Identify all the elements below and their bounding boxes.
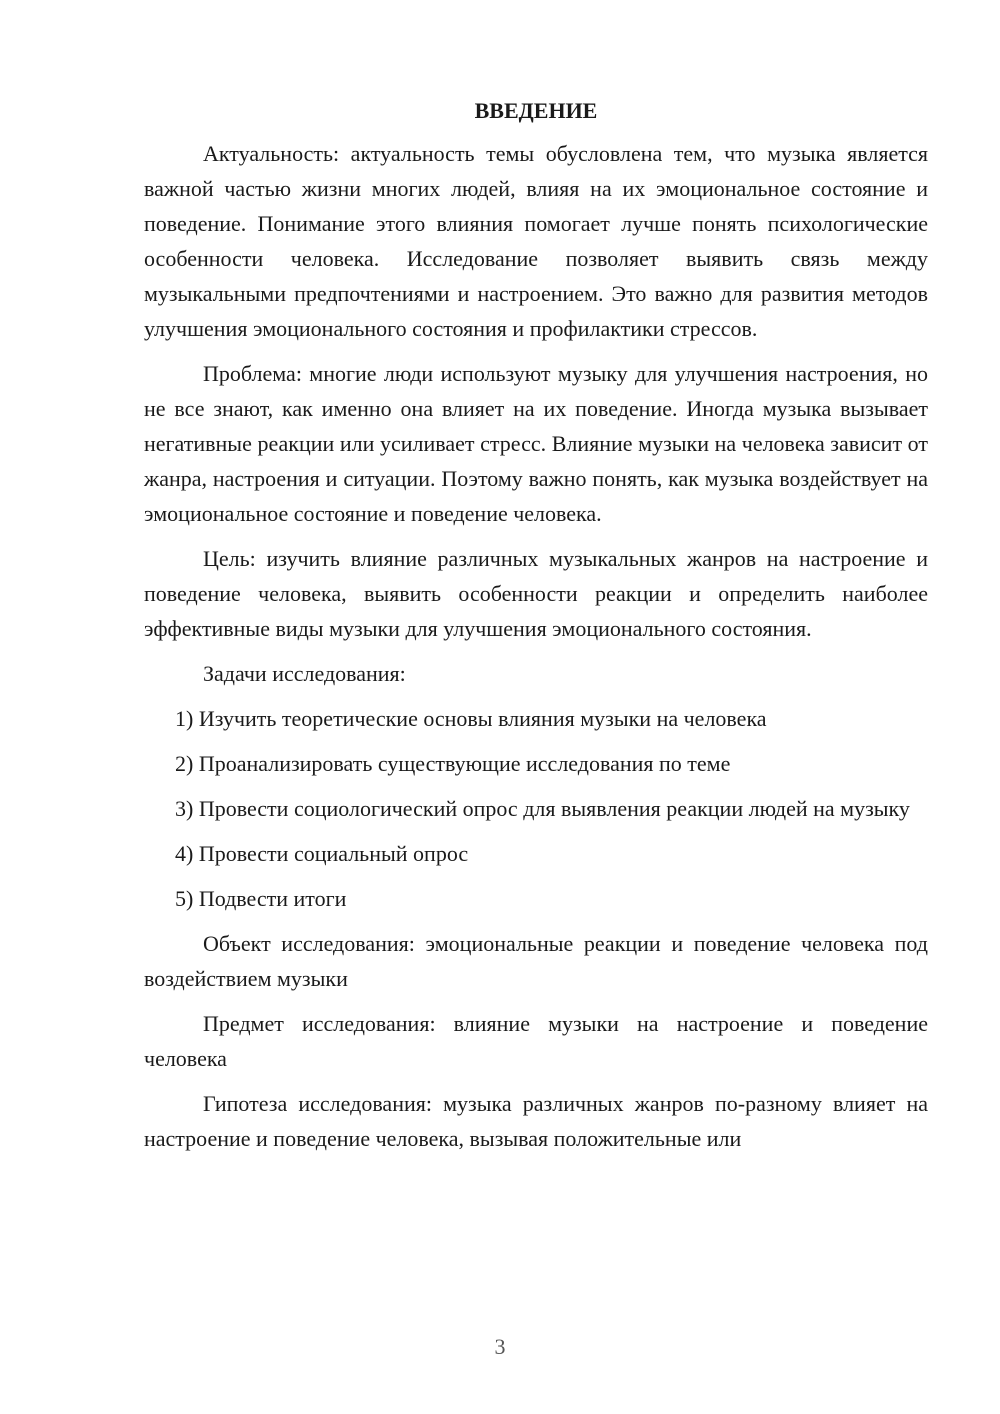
document-page [144,96,928,1166]
task-item-3: 3) Провести социологический опрос для выявления реакции людей на музыку [175,796,910,821]
goal-paragraph: Цель: изучить влияние различных музыкальных жанров на настроение и поведение человека, выявить особенности реакции и определить наиболее эффективные виды музыки для улучшения эмоционального состояния. [144,546,928,641]
subject-paragraph: Предмет исследования: влияние музыки на настроение и поведение человека [144,1011,928,1071]
task-item-4: 4) Провести социальный опрос [175,841,469,866]
page-title: ВВЕДЕНИЕ [474,98,598,123]
task-item-5: 5) Подвести итоги [175,886,347,911]
relevance-paragraph: Актуальность: актуальность темы обусловлена тем, что музыка является важной частью жизни многих людей, влияя на их эмоциональное состояние и поведение. Понимание этого влияния помогает лучше понять психологические особенности человека. Исследование позволяет выявить связь между музыкальными предпочтениями и настроением. Это важно для развития методов улучшения эмоционального состояния и профилактики стрессов. [144,141,928,341]
object-paragraph: Объект исследования: эмоциональные реакции и поведение человека под воздействием музыки [144,931,928,991]
page-number: 3 [494,1334,506,1359]
task-item-1: 1) Изучить теоретические основы влияния музыки на человека [175,706,767,731]
task-item-2: 2) Проанализировать существующие исследования по теме [175,751,731,776]
tasks-heading: Задачи исследования: [203,661,406,686]
problem-paragraph: Проблема: многие люди используют музыку для улучшения настроения, но не все знают, как именно она влияет на их поведение. Иногда музыка вызывает негативные реакции или усиливает стресс. Влияние музыки на человека зависит от жанра, настроения и ситуации. Поэтому важно понять, как музыка воздействует на эмоциональное состояние и поведение человека. [144,361,928,526]
hypothesis-paragraph: Гипотеза исследования: музыка различных жанров по-разному влияет на настроение и поведение человека, вызывая положительные или [144,1091,928,1151]
